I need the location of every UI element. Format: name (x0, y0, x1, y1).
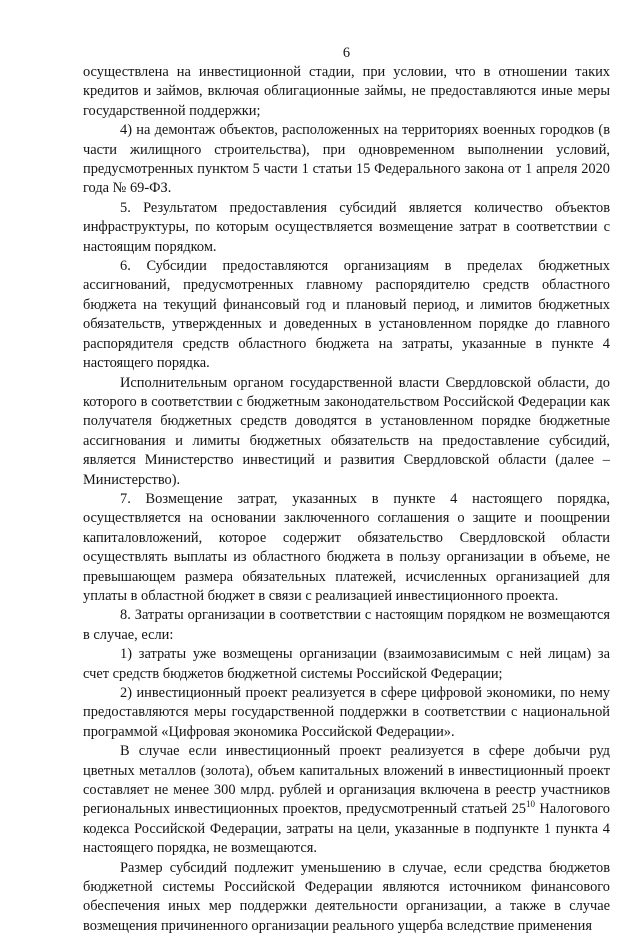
page-number: 6 (342, 45, 351, 61)
paragraph-executive-body: Исполнительным органом государственной власти Свердловской области, до которого в соответствии с бюджетным законодательством Российской Федерации как получателя бюджетных средств доводятся в установленном порядке бюджетные ассигнования и лимиты бюджетных обязательств на предоставление субсидий, является Министерство инвестиций и развития Свердловской области (далее – Министерство). (83, 374, 610, 488)
paragraph-item-4-demolition: 4) на демонтаж объектов, расположенных на территориях военных городков (в части жилищного строительства), при одновременном выполнении условий, предусмотренных пунктом 5 части 1 статьи 15 Федерального закона от 1 апреля 2020 года № 69-ФЗ. (83, 122, 610, 197)
paragraph-gold-mining-case (83, 742, 610, 858)
paragraph-clause-7-reimbursement: 7. Возмещение затрат, указанных в пункте 4 настоящего порядка, осуществляется на основании заключенного соглашения о защите и поощрении капиталовложений, которое содержит обязательство Свердловской области осуществлять выплаты из областного бюджета в пользу организации в объеме, не превышающем размера обязательных платежей, исчисленных организацией для уплаты в областной бюджет в связи с реализацией инвестиционного проекта. (83, 490, 610, 604)
paragraph-exclusion-1: 1) затраты уже возмещены организации (взаимозависимым с ней лицам) за счет средств бюджетов бюджетной системы Российской Федерации; (83, 646, 610, 682)
gold-case-text-after: Налогового кодекса Российской Федерации, затраты на цели, указанные в подпункте 1 пункта 4 настоящего порядка, не возмещаются. (83, 801, 610, 857)
paragraph-clause-5-result: 5. Результатом предоставления субсидий является количество объектов инфраструктуры, по которым осуществляется возмещение затрат в соответствии с настоящим порядком. (83, 199, 610, 255)
article-superscript: 10 (526, 799, 535, 810)
paragraph-clause-6-subsidies: 6. Субсидии предоставляются организациям в пределах бюджетных ассигнований, предусмотренных главному распорядителю средств областного бюджета на текущий финансовый год и плановый период, и лимитов бюджетных обязательств, утвержденных и доведенных в установленном порядке до главного распорядителя средств областного бюджета на затраты, указанные в пункте 4 настоящего порядка. (83, 258, 610, 372)
paragraph-continuation: осуществлена на инвестиционной стадии, при условии, что в отношении таких кредитов и займов, включая облигационные займы, не предоставляются иные меры государственной поддержки; (83, 64, 610, 119)
gold-case-text-before: В случае если инвестиционный проект реализуется в сфере добычи руд цветных металлов (золота), объем капитальных вложений в инвестиционный проект составляет не менее 300 млрд. рублей и организация включена в реестр участников региональных инвестиционных проектов, предусмотренный статьей 25 (83, 743, 610, 818)
paragraph-subsidy-reduction: Размер субсидий подлежит уменьшению в случае, если средства бюджетов бюджетной системы Российской Федерации являются источником финансового обеспечения иных мер поддержки деятельности организации, а также в случае возмещения причиненного организации реального ущерба вследствие применения (83, 859, 610, 934)
paragraph-clause-8-exclusions: 8. Затраты организации в соответствии с настоящим порядком не возмещаются в случае, если: (83, 607, 610, 643)
paragraph-exclusion-2: 2) инвестиционный проект реализуется в сфере цифровой экономики, по нему предоставляются меры государственной поддержки в соответствии с национальной программой «Цифровая экономика Российской Федерации». (83, 685, 610, 740)
